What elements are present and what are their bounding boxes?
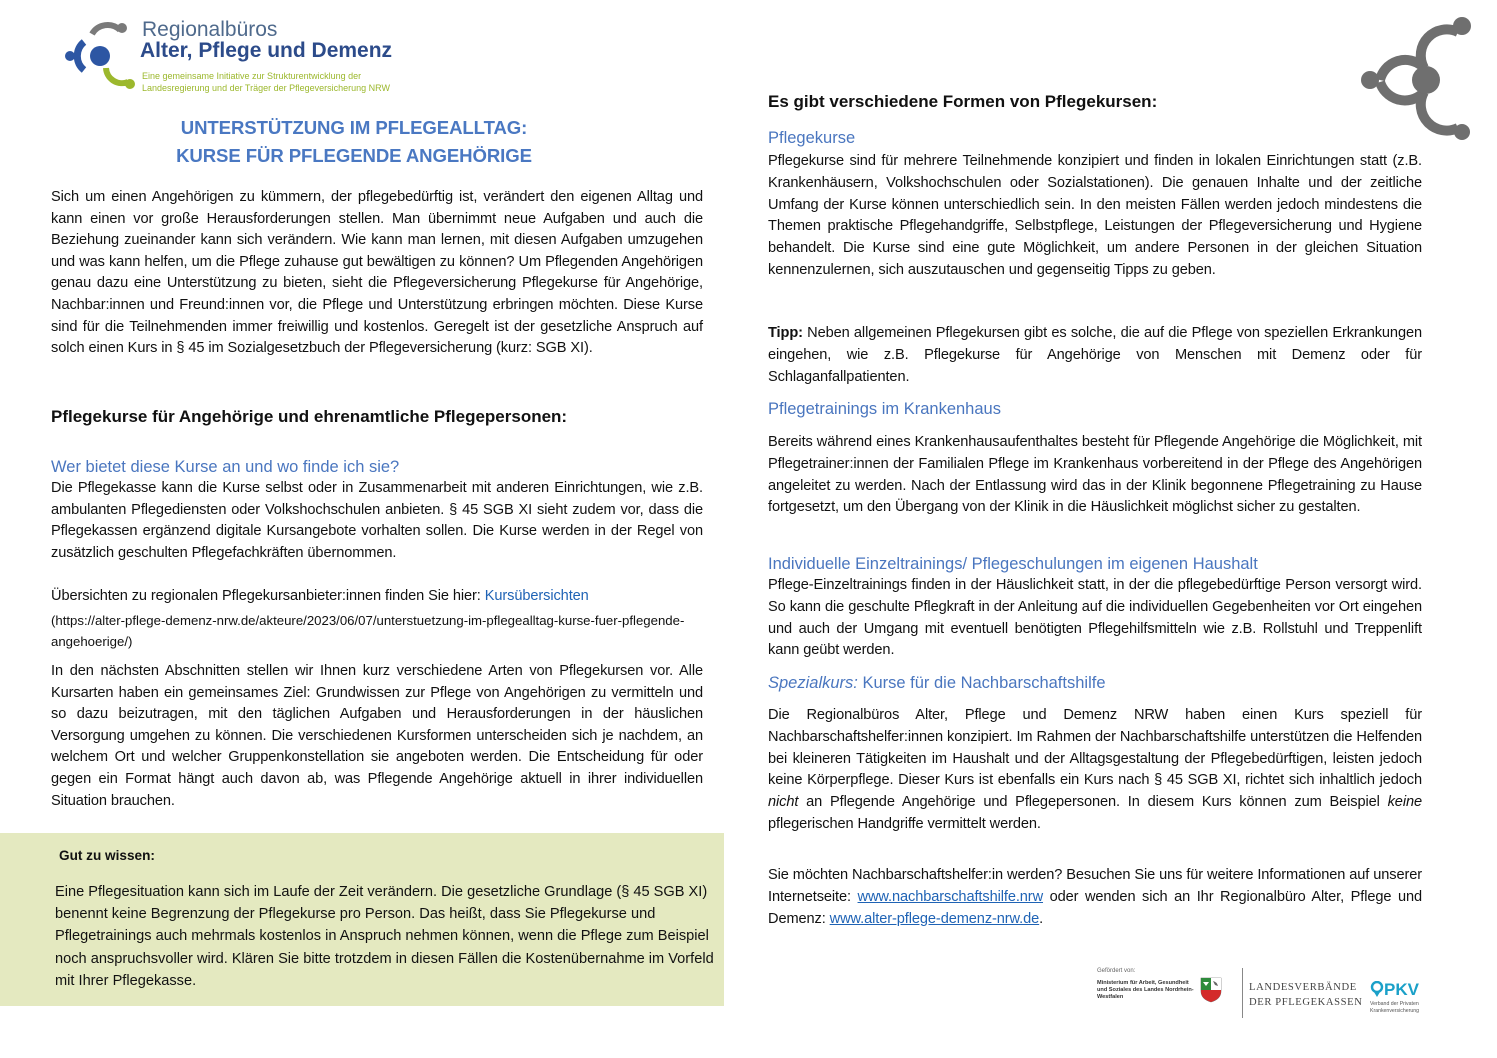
regionalbueros-logo-icon [62, 20, 142, 90]
landesverbaende-line-2: DER PFLEGEKASSEN [1249, 997, 1363, 1008]
subheading-wer-bietet: Wer bietet diese Kurse an und wo finde ich sie? [51, 458, 400, 476]
paragraph-tipp [768, 323, 1422, 388]
page-title-line-2: KURSE FÜR PFLEGENDE ANGEHÖRIGE [176, 145, 532, 166]
intro-paragraph: Sich um einen Angehörigen zu kümmern, der pflegebedürftig ist, verändert den eigenen Alltag und kann einen vor große Herausforderungen stellen. Man übernimmt neue Aufgaben und auch die Beziehung zueinander kann sich verändern. Wie kann man lernen, mit diesen Aufgaben umzugehen und was kann helfen, um die Pflege zuhause gut bewältigen zu können? Um Pflegenden Angehörigen genau dazu eine Unterstützung zu bieten, sieht die Pflegeversicherung Pflegekurse für Angehörige, Nachbar:innen und Freund:innen vor, die Pflege und Unterstützung erbringen möchten. Diese Kurse sind für die Teilnehmenden immer freiwillig und kostenlos. Geregelt ist der gesetzliche Anspruch auf solch einen Kurs in § 45 im Sozialgesetzbuch der Pflegeversicherung (kurz: SGB XI). [51, 189, 703, 357]
spezialkurs-text-1: Die Regionalbüros Alter, Pflege und Demenz NRW haben einen Kurs speziell für Nachbarschaftshelfer:innen konzipiert. Im Rahmen der Nachbarschaftshilfe unterstützen die Helfenden bei kleineren Tätigkeiten im Haushalt und der Alltagsgestaltung der Pflegebedürftigen, leisten jedoch keine Körperpflege. Dieser Kurs ist ebenfalls ein Kurs nach § 45 SGB XI, richtet sich inhaltlich jedoch [768, 707, 1422, 789]
gut-zu-wissen-body: Eine Pflegesituation kann sich im Laufe der Zeit verändern. Die gesetzliche Grundlage (§ 45 SGB XI) benennt keine Begrenzung der Pflegekurse pro Person. Das heißt, dass Sie Pflegekurse und Pflegetrainings auch mehrmals kostenlos in Anspruch nehmen können, wenn die Pflege zum Beispiel noch anspruchsvoller wird. Klären Sie bitte trotzdem in diesen Fällen die Kostenübernahme im Vorfeld mit Ihrer Pflegekasse. [55, 884, 714, 989]
pkv-label: PKV [1384, 980, 1419, 999]
kursuebersichten-url: (https://alter-pflege-demenz-nrw.de/akteure/2023/06/07/unterstuetzung-im-pflegealltag-kurse-fuer-pflegende-angehoerige/) [51, 613, 685, 649]
logo-tagline [142, 70, 390, 94]
nrw-coat-of-arms-icon [1200, 977, 1222, 1003]
logo-tagline-line-2: Landesregierung und der Träger der Pflegeversicherung NRW [142, 83, 390, 93]
pkv-shield-icon [1370, 981, 1384, 997]
subheading-spezialkurs [768, 672, 1106, 694]
pkv-subtitle: Verband der Privaten Krankenversicherung [1370, 1001, 1420, 1014]
gefoerdert-label: Gefördert von: [1097, 968, 1136, 974]
spezialkurs-title: Kurse für die Nachbarschaftshilfe [857, 674, 1106, 692]
nachbarschaft-text-2: oder wenden sich an Ihr Regionalbüro Alter, Pflege und Demenz: [768, 888, 1422, 927]
gut-zu-wissen-heading: Gut zu wissen: [59, 848, 155, 863]
regionalbueros-gray-logo [1358, 10, 1476, 140]
nachbarschaft-text-3: . [1039, 910, 1044, 927]
spezialkurs-label: Spezialkurs: [768, 674, 858, 692]
spezialkurs-text-2: an Pflegende Angehörige und Pflegepersonen. In diesem Kurs können zum Beispiel [798, 794, 1388, 811]
logo-line-2: Alter, Pflege und Demenz [140, 39, 393, 62]
subheading-pflegekurse: Pflegekurse [768, 129, 856, 147]
spezialkurs-emphasis-nicht: nicht [768, 794, 799, 811]
paragraph-pflegekurse: Pflegekurse sind für mehrere Teilnehmende konzipiert und finden in lokalen Einrichtungen statt (z.B. Krankenhäusern, Volkshochschulen oder Sozialstationen). Die genauen Inhalte und der zeitliche Umfang der Kurse können unterschiedlich sein. In den meisten Fällen werden jedoch mindestens die Themen praktische Pflegehandgriffe, Selbstpflege, Leistungen der Pflegeversicherung und Hygiene behandelt. Die Kurse sind eine gute Möglichkeit, um andere Personen in der gleichen Situation kennenzulernen, sich auszutauschen und gegenseitig Tipps zu geben. [768, 153, 1422, 278]
spezialkurs-text-3: pflegerischen Handgriffe vermittelt werden. [768, 815, 1041, 832]
logo-tagline-line-1: Eine gemeinsame Initiative zur Strukturentwicklung der [142, 71, 362, 81]
section-heading-pflegekurse-angehoerige: Pflegekurse für Angehörige und ehrenamtliche Pflegepersonen: [51, 407, 568, 426]
landesverbaende-line-1: LANDESVERBÄNDE [1249, 982, 1357, 993]
regionalbueros-gray-logo-icon [1358, 10, 1476, 140]
spezialkurs-emphasis-keine: keine [1387, 794, 1422, 811]
nachbarschaft-text-1: Sie möchten Nachbarschaftshelfer:in werden? Besuchen Sie uns für weitere Informationen auf unserer Internetseite: [768, 867, 1422, 905]
ministerium-label: Ministerium für Arbeit, Gesundheit und Soziales des Landes Nordrhein-Westfalen [1097, 980, 1194, 1000]
regionalbueros-logo [62, 18, 412, 98]
section-heading-formen: Es gibt verschiedene Formen von Pflegekursen: [768, 92, 1158, 111]
paragraph-einzeltrainings: Pflege-Einzeltrainings finden in der Häuslichkeit statt, in der die pflegebedürftige Person versorgt wird. So kann die geschulte Pflegkraft in der Anleitung auf die individuellen Gegebenheiten vor Ort eingehen und auch der Umgang mit eventuell benötigten Pflegehilfsmitteln wie z.B. Rollstuhl und Treppenlift kann geübt werden. [768, 577, 1422, 659]
gut-zu-wissen-box [0, 833, 724, 1006]
paragraph-pflegetrainings: Bereits während eines Krankenhausaufenthaltes besteht für Pflegende Angehörige die Möglichkeit, mit Pflegetrainer:innen der Familialen Pflege im Krankenhaus vorbereitend in der Pflege des Angehörigen angeleitet zu werden. Nach der Entlassung wird das in der Klinik begonnene Pflegetraining zu Hause fortgesetzt, um den Übergang von der Klinik in die Häuslichkeit möglichst sicher zu gestalten. [768, 434, 1422, 516]
landesverbaende-logo [1249, 980, 1363, 1010]
sponsor-logos [1093, 966, 1433, 1020]
paragraph-abschnitte: In den nächsten Abschnitten stellen wir Ihnen kurz verschiedene Arten von Pflegekursen vor. Alle Kursarten haben ein gemeinsames Ziel: Grundwissen zur Pflege von Angehörigen zu vermitteln und so dazu beizutragen, mit den täglichen Aufgaben und Herausforderungen in der häuslichen Versorgung umgehen zu können. Die verschiedenen Kursformen unterscheiden sich je nachdem, an welchem Ort und welcher Gruppenkonstellation sie angeboten werden. Die Entscheidung für oder gegen ein Format hängt auch davon ab, was Pflegende Angehörige aktuell in ihrer individuellen Situation brauchen. [51, 663, 703, 809]
uebersichten-text: Übersichten zu regionalen Pflegekursanbieter:innen finden Sie hier: [51, 588, 485, 604]
alter-pflege-demenz-link[interactable]: www.alter-pflege-demenz-nrw.de [829, 910, 1040, 927]
logo-line-1: Regionalbüros [142, 18, 278, 41]
paragraph-nachbarschaftshelfer [768, 865, 1422, 930]
kursuebersichten-link[interactable]: Kursübersichten [484, 588, 589, 604]
nachbarschaftshilfe-link[interactable]: www.nachbarschaftshilfe.nrw [857, 888, 1044, 905]
tipp-label: Tipp: [768, 325, 803, 341]
subheading-einzeltrainings: Individuelle Einzeltrainings/ Pflegeschulungen im eigenen Haushalt [768, 555, 1258, 573]
paragraph-wer-bietet: Die Pflegekasse kann die Kurse selbst oder in Zusammenarbeit mit anderen Einrichtungen, wie z.B. ambulanten Pflegediensten oder Volkshochschulen anbieten. § 45 SGB XI sieht zudem vor, dass die Pflegekassen ergänzend digitale Kursangebote vorhalten sollen. Die Kurse werden in der Regel von zusätzlich geschulten Pflegefachkräften übernommen. [51, 480, 703, 561]
paragraph-spezialkurs [768, 705, 1422, 836]
paragraph-uebersichten [51, 586, 703, 608]
pkv-logo [1370, 980, 1419, 1000]
tipp-text: Neben allgemeinen Pflegekursen gibt es solche, die auf die Pflege von speziellen Erkrankungen eingehen, wie z.B. Pflegekurse für Angehörige von Menschen mit Demenz oder für Schlaganfallpatienten. [768, 325, 1422, 385]
logo-divider [1242, 968, 1243, 1018]
subheading-pflegetrainings: Pflegetrainings im Krankenhaus [768, 400, 1001, 418]
page-title-line-1: UNTERSTÜTZUNG IM PFLEGEALLTAG: [180, 117, 528, 138]
page-title [40, 114, 668, 170]
